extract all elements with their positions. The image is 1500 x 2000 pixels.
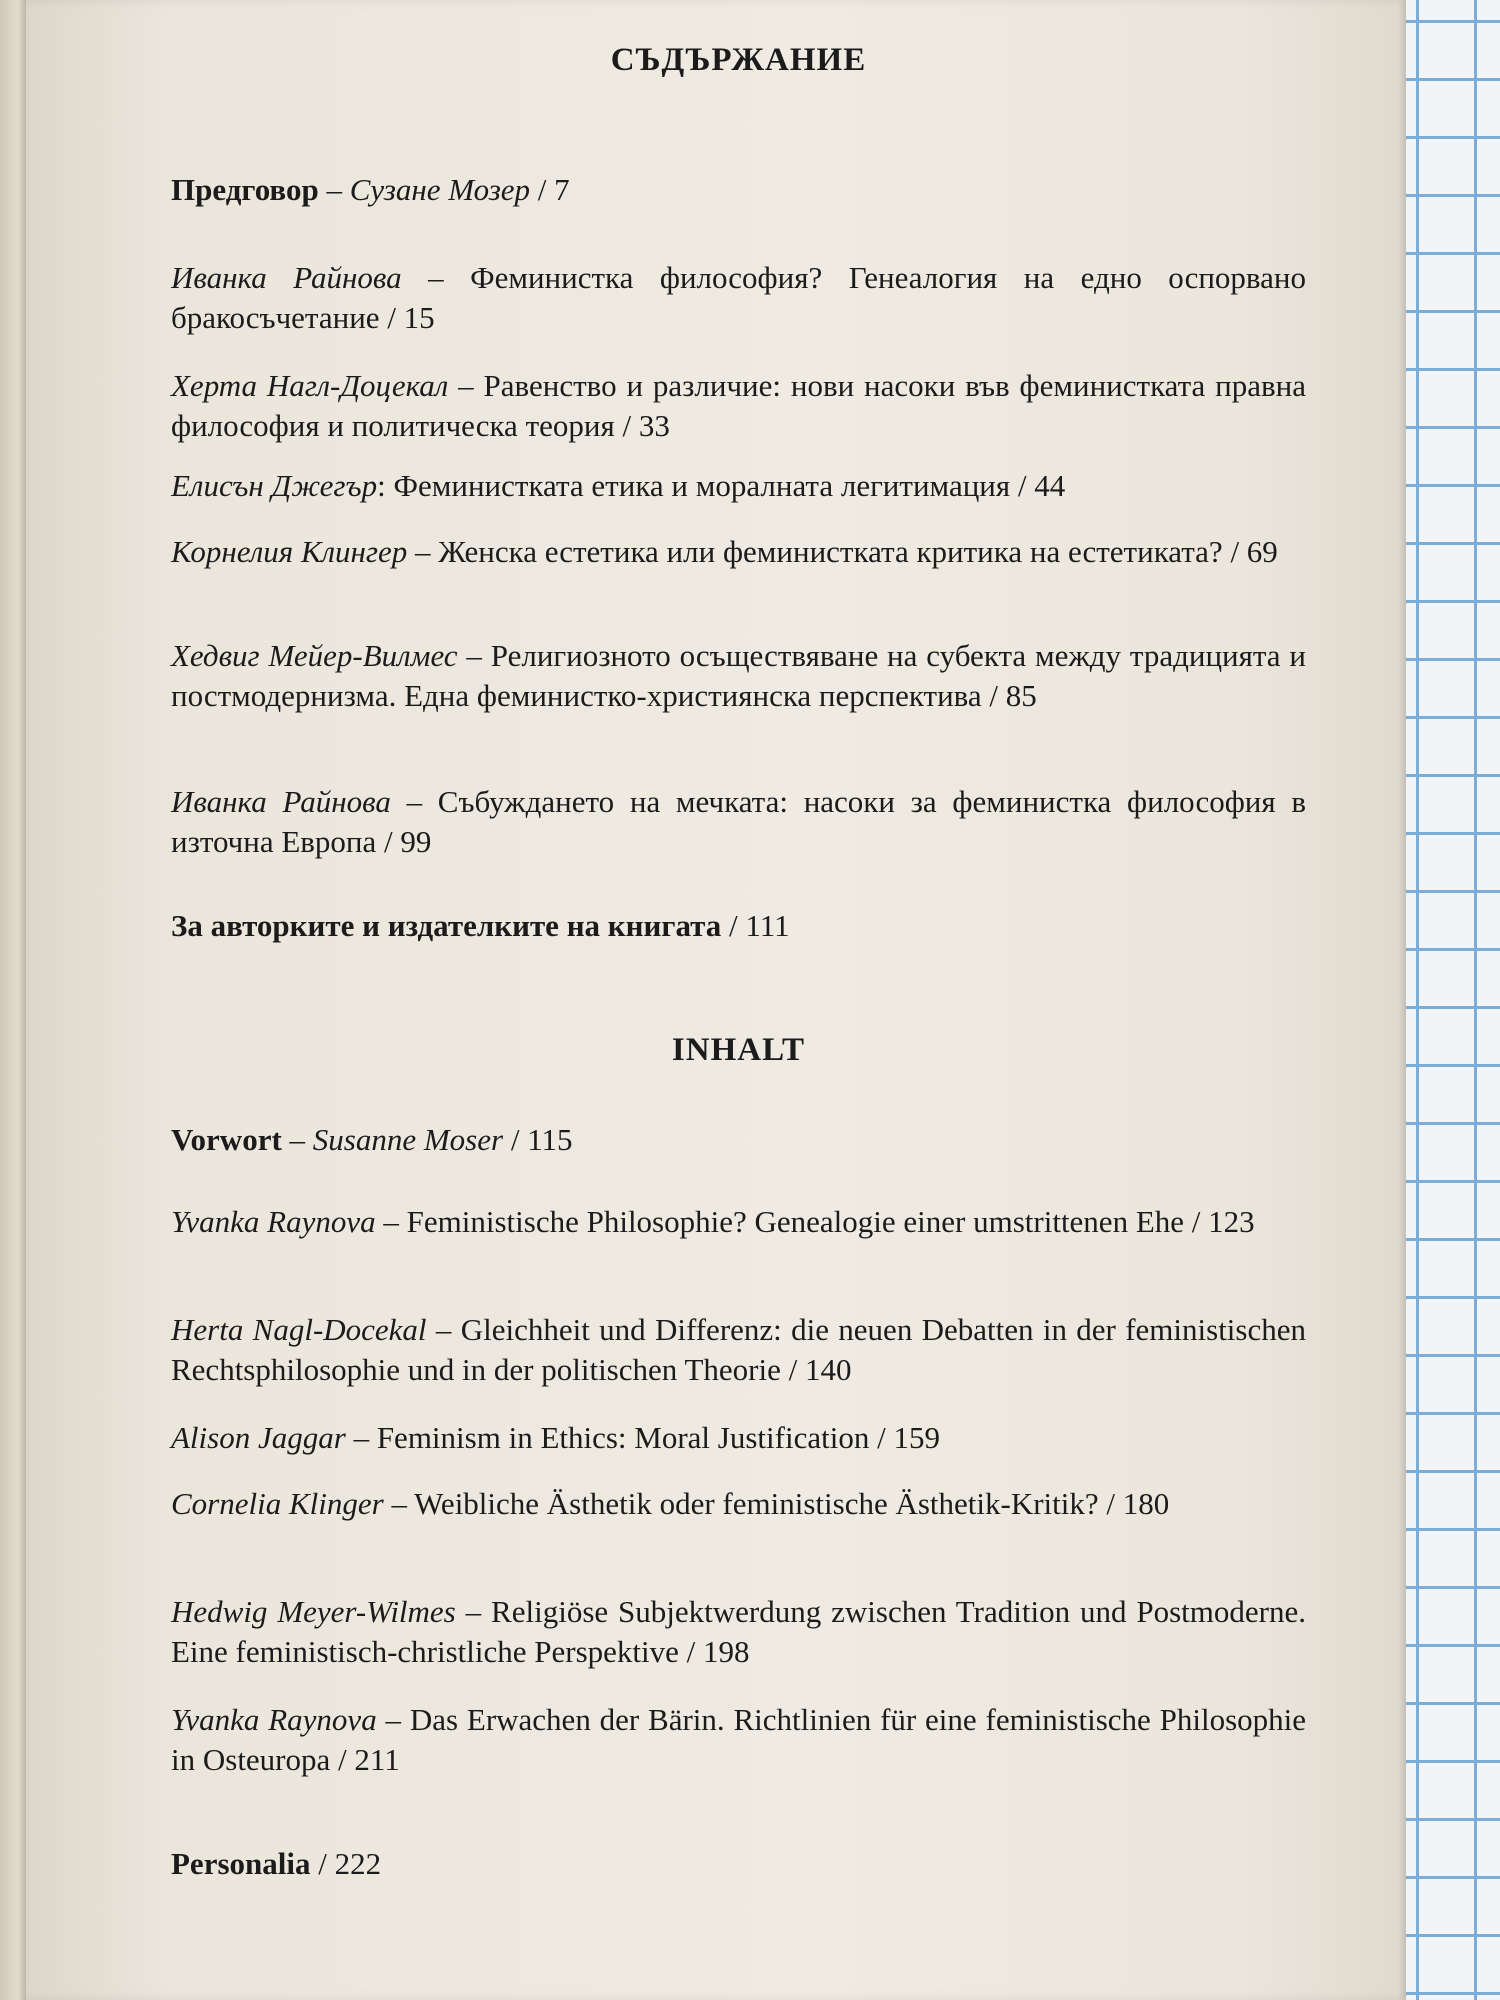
de-contents-heading: INHALT	[671, 1032, 806, 1068]
entry-author: Cornelia Klinger	[171, 1486, 384, 1521]
toc-entry-bg-2: Херта Нагл-Доцекал – Равенство и различие: нови насоки във феминистката правна философия и политическа теория / 33	[171, 368, 1307, 443]
entry-title: Das Erwachen der Bärin. Richtlinien für eine feministische Philosophie in Osteuropa	[171, 1702, 1307, 1777]
entry-title: Religiöse Subjektwerdung zwischen Tradition und Postmoderne. Eine feministisch-christliche Perspektive	[171, 1594, 1306, 1669]
entry-page: / 123	[1184, 1204, 1255, 1239]
toc-entry-de-0: Vorwort – Susanne Moser / 115	[171, 1122, 573, 1157]
entry-title: Gleichheit und Differenz: die neuen Debatten in der feministischen Rechtsphilosophie und in der politischen Theorie	[171, 1312, 1307, 1387]
entry-title: За авторките и издателките на книгата	[171, 908, 722, 943]
entry-page: / 7	[530, 172, 570, 207]
book-page	[26, 0, 1454, 2000]
entry-title: Женска естетика или феминистката критика на естетиката?	[438, 534, 1223, 569]
toc-entry-de-3: Alison Jaggar – Feminism in Ethics: Moral Justification / 159	[171, 1420, 940, 1455]
entry-title: Weibliche Ästhetik oder feministische Ästhetik-Kritik?	[414, 1486, 1099, 1521]
entry-title: Феминистката етика и моралната легитимация	[393, 468, 1011, 503]
entry-author: Yvanka Raynova	[171, 1204, 376, 1239]
entry-author: Alison Jaggar	[171, 1420, 346, 1455]
entry-author: Сузане Мозер	[349, 172, 531, 207]
toc-entry-bg-final	[171, 906, 1306, 946]
entry-page: / 111	[721, 908, 790, 943]
entry-author: Иванка Райнова	[171, 784, 391, 819]
entry-page: / 99	[376, 824, 432, 859]
entry-title: Феминистка философия? Генеалогия на едно оспорвано бракосъчетание	[171, 260, 1307, 335]
toc-entry-de-final	[171, 1844, 1306, 1884]
entry-title: Равенство и различие: нови насоки във феминистката правна философия и политическа теория	[171, 368, 1307, 443]
entry-author: Иванка Райнова	[171, 260, 402, 295]
toc-entry-de-1: Yvanka Raynova – Feministische Philosophie? Genealogie einer umstrittenen Ehe / 123	[171, 1204, 1255, 1239]
entry-page: / 159	[869, 1420, 940, 1455]
entry-page: / 222	[310, 1846, 382, 1881]
toc-entry-bg-4: Корнелия Клингер – Женска естетика или феминистката критика на естетиката? / 69	[171, 534, 1278, 569]
entry-page: / 140	[780, 1352, 852, 1387]
entry-title: Personalia	[171, 1846, 311, 1881]
entry-lead: Предговор	[171, 172, 319, 207]
toc-entry-de-2: Herta Nagl-Docekal – Gleichheit und Differenz: die neuen Debatten in der feministischen Rechtsphilosophie und in der politischen Theorie / 140	[171, 1312, 1307, 1387]
entry-title: Feminism in Ethics: Moral Justification	[376, 1420, 870, 1455]
entry-author: Елисън Джегър	[171, 468, 378, 503]
entry-page: / 15	[379, 300, 435, 335]
toc-entry-de-6: Yvanka Raynova – Das Erwachen der Bärin. Richtlinien für eine feministische Philosophie in Osteuropa / 211	[171, 1702, 1307, 1777]
adjacent-page-edge	[0, 0, 26, 2000]
entry-author: Susanne Moser	[312, 1122, 504, 1157]
entry-lead: Vorwort	[171, 1122, 282, 1157]
entry-author: Hedwig Meyer-Wilmes	[171, 1594, 456, 1629]
entry-title: Религиозното осъществяване на субекта между традицията и постмодернизма. Една феминистко-християнска перспектива	[171, 638, 1307, 713]
entry-author: Хедвиг Мейер-Вилмес	[171, 638, 458, 673]
bg-contents-heading: СЪДЪРЖАНИЕ	[610, 42, 867, 78]
entry-title: Feministische Philosophie? Genealogie einer umstrittenen Ehe	[406, 1204, 1185, 1239]
entry-page: / 33	[614, 408, 670, 443]
grid-notebook-edge	[1406, 0, 1500, 2000]
toc-entry-bg-6: Иванка Райнова – Събуждането на мечката: насоки за феминистка философия в източна Европа / 99	[171, 784, 1306, 859]
toc-entry-bg-5: Хедвиг Мейер-Вилмес – Религиозното осъществяване на субекта между традицията и постмодернизма. Една феминистко-християнска перспектива / 85	[171, 638, 1307, 713]
entry-page: / 85	[981, 678, 1037, 713]
entry-page: / 198	[678, 1634, 750, 1669]
entry-page: / 115	[503, 1122, 573, 1157]
entry-author: Корнелия Клингер	[171, 534, 408, 569]
entry-page: / 69	[1222, 534, 1278, 569]
toc-entry-de-4: Cornelia Klinger – Weibliche Ästhetik oder feministische Ästhetik-Kritik? / 180	[171, 1486, 1170, 1521]
toc-entry-bg-0: Предговор – Сузане Мозер / 7	[171, 172, 570, 207]
toc-entry-bg-3: Елисън Джегър: Феминистката етика и моралната легитимация / 44	[171, 468, 1066, 503]
entry-page: / 44	[1010, 468, 1066, 503]
entry-page: / 211	[330, 1742, 400, 1777]
toc-entry-bg-1: Иванка Райнова – Феминистка философия? Генеалогия на едно оспорвано бракосъчетание / 15	[171, 260, 1307, 335]
entry-author: Херта Нагл-Доцекал	[171, 368, 449, 403]
entry-author: Yvanka Raynova	[171, 1702, 377, 1737]
entry-author: Herta Nagl-Docekal	[171, 1312, 427, 1347]
toc-entry-de-5: Hedwig Meyer-Wilmes – Religiöse Subjektwerdung zwischen Tradition und Postmoderne. Eine feministisch-christliche Perspektive / 198	[171, 1594, 1306, 1669]
entry-page: / 180	[1098, 1486, 1170, 1521]
entry-title: Събуждането на мечката: насоки за феминистка философия в източна Европа	[171, 784, 1306, 859]
